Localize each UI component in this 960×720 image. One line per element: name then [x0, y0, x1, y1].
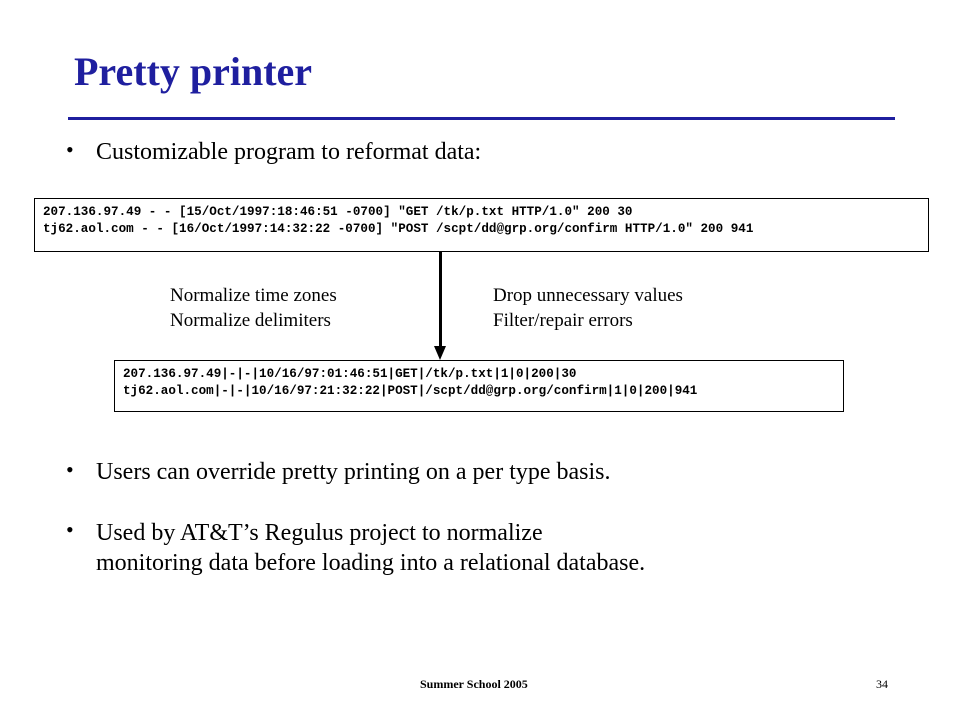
bullet-text-line: monitoring data before loading into a relational database.	[96, 550, 646, 576]
note-drop-unnecessary-values: Drop unnecessary values	[493, 285, 683, 306]
arrow-shaft	[439, 252, 442, 349]
input-log-box	[34, 198, 929, 252]
note-normalize-time-zones: Normalize time zones	[170, 285, 337, 306]
title-underline	[68, 117, 895, 120]
note-filter-repair-errors: Filter/repair errors	[493, 310, 633, 331]
bullet-text: Users can override pretty printing on a per type basis.	[96, 459, 611, 485]
note-normalize-delimiters: Normalize delimiters	[170, 310, 331, 331]
bullet-text	[96, 518, 645, 578]
bullet-text-line: Used by AT&T’s Regulus project to normalize	[96, 520, 543, 546]
footer-text: Summer School 2005	[420, 677, 528, 691]
bullet-text: Customizable program to reformat data:	[96, 139, 482, 165]
slide-title: Pretty printer	[74, 49, 313, 94]
arrow-down-icon	[434, 346, 446, 360]
input-log-line: tj62.aol.com - - [16/Oct/1997:14:32:22 -0700] "POST /scpt/dd@grp.org/confirm HTTP/1.0" 200 941	[43, 222, 754, 236]
input-log-line: 207.136.97.49 - - [15/Oct/1997:18:46:51 -0700] "GET /tk/p.txt HTTP/1.0" 200 30	[43, 205, 633, 219]
output-log-line: 207.136.97.49|-|-|10/16/97:01:46:51|GET|/tk/p.txt|1|0|200|30	[123, 367, 577, 381]
output-log-line: tj62.aol.com|-|-|10/16/97:21:32:22|POST|/scpt/dd@grp.org/confirm|1|0|200|941	[123, 384, 698, 398]
left-notes	[170, 283, 337, 333]
bullet-dot-icon: •	[66, 457, 74, 482]
page-number: 34	[876, 677, 888, 691]
right-notes	[493, 283, 683, 333]
output-log-box	[114, 360, 844, 412]
bullet-dot-icon: •	[66, 137, 74, 162]
bullet-dot-icon: •	[66, 517, 74, 542]
